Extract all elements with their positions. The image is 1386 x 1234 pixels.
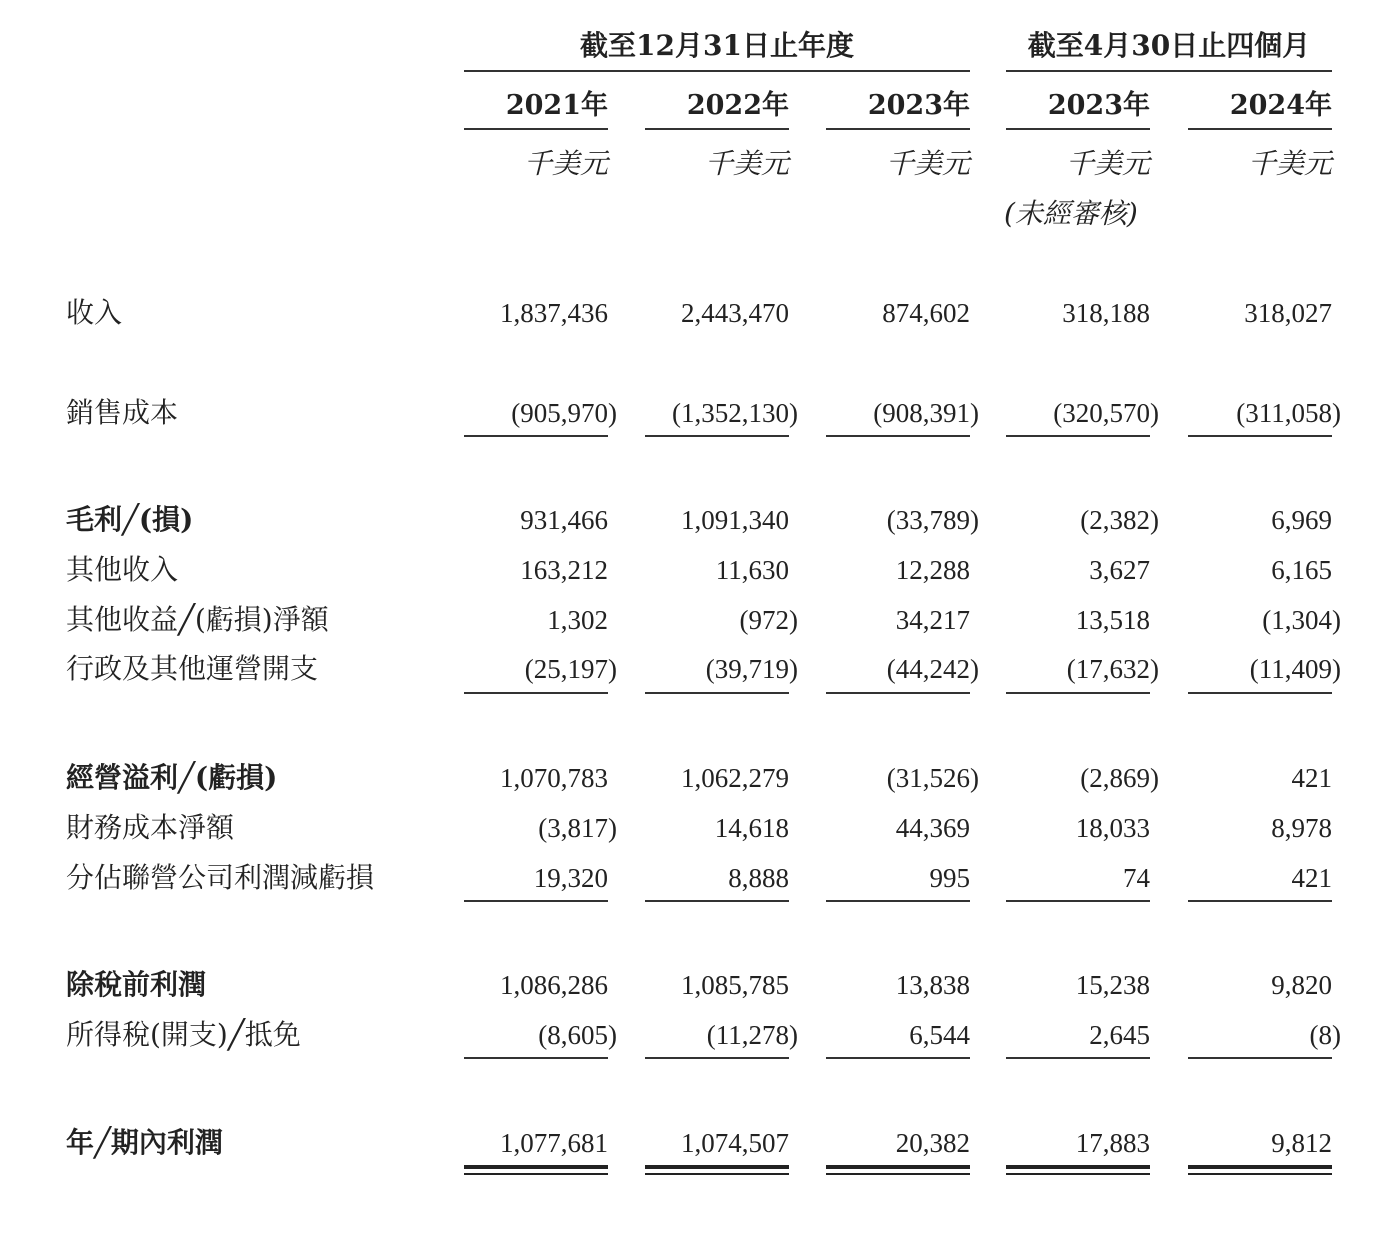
table-cell: 1,837,436	[500, 298, 608, 328]
table-cell: 44,369	[895, 813, 970, 843]
total-double-rule	[826, 1165, 970, 1175]
table-cell: (17,632)	[1066, 654, 1159, 684]
table-cell: 1,085,785	[681, 970, 789, 1000]
column-header-2022: 2022年	[686, 90, 789, 121]
subtotal-rule	[1006, 692, 1150, 694]
table-cell: 1,302	[547, 605, 608, 635]
subtotal-rule	[645, 692, 789, 694]
total-double-rule	[1006, 1165, 1150, 1175]
table-cell: 318,027	[1244, 298, 1332, 328]
row-label-share-of-associates: 分佔聯營公司利潤減虧損	[66, 861, 375, 894]
total-double-rule	[464, 1165, 608, 1175]
total-double-rule	[1188, 1165, 1332, 1175]
table-cell: (1,352,130)	[672, 398, 798, 428]
subtotal-rule	[1006, 1057, 1150, 1059]
table-cell: 421	[1291, 863, 1332, 893]
table-cell: (8)	[1309, 1020, 1341, 1050]
table-cell: (11,278)	[706, 1020, 798, 1050]
column-header-2023: 2023年	[867, 90, 970, 121]
total-double-rule	[645, 1165, 789, 1175]
subtotal-rule	[826, 435, 970, 437]
table-cell: 18,033	[1075, 813, 1150, 843]
table-cell: 995	[929, 863, 970, 893]
subtotal-rule	[1188, 692, 1332, 694]
table-cell: (8,605)	[538, 1020, 617, 1050]
subtotal-rule	[1006, 900, 1150, 902]
subtotal-rule	[464, 692, 608, 694]
table-cell: (2,382)	[1080, 505, 1159, 535]
unit-label: 千美元	[1065, 147, 1150, 180]
table-cell: (44,242)	[886, 654, 979, 684]
column-header-rule	[1006, 128, 1150, 130]
table-cell: (311,058)	[1236, 398, 1341, 428]
table-cell: 1,091,340	[681, 505, 789, 535]
table-cell: 163,212	[520, 555, 608, 585]
group-header-period-rule	[1006, 70, 1332, 72]
column-header-rule	[1188, 128, 1332, 130]
row-label-profit-before-tax: 除稅前利潤	[66, 968, 207, 1001]
row-label-finance-costs-net: 財務成本淨額	[66, 811, 235, 844]
group-header-year: 截至12月31日止年度	[580, 29, 854, 62]
table-cell: 6,165	[1271, 555, 1332, 585]
group-header-year-rule	[464, 70, 970, 72]
table-cell: 20,382	[895, 1128, 970, 1158]
column-header-2023-period: 2023年	[1047, 90, 1150, 121]
table-cell: 8,978	[1271, 813, 1332, 843]
table-cell: 9,820	[1271, 970, 1332, 1000]
unit-label: 千美元	[1247, 147, 1332, 180]
table-cell: 1,070,783	[500, 763, 608, 793]
subtotal-rule	[464, 435, 608, 437]
table-cell: (39,719)	[705, 654, 798, 684]
table-cell: 1,074,507	[681, 1128, 789, 1158]
table-cell: 2,443,470	[681, 298, 789, 328]
table-cell: (33,789)	[886, 505, 979, 535]
subtotal-rule	[826, 1057, 970, 1059]
column-header-rule	[826, 128, 970, 130]
subtotal-rule	[1188, 435, 1332, 437]
group-header-period: 截至4月30日止四個月	[1027, 29, 1311, 62]
table-cell: (25,197)	[524, 654, 617, 684]
table-cell: 8,888	[728, 863, 789, 893]
table-cell: 11,630	[715, 555, 789, 585]
table-cell: 12,288	[895, 555, 970, 585]
table-cell: 6,969	[1271, 505, 1332, 535]
table-cell: 1,086,286	[500, 970, 608, 1000]
table-cell: (2,869)	[1080, 763, 1159, 793]
table-cell: 1,077,681	[500, 1128, 608, 1158]
table-cell: 874,602	[882, 298, 970, 328]
table-cell: (1,304)	[1262, 605, 1341, 635]
subtotal-rule	[645, 1057, 789, 1059]
table-cell: 34,217	[895, 605, 970, 635]
row-label-profit-for-period: 年╱期內利潤	[66, 1126, 223, 1159]
subtotal-rule	[464, 1057, 608, 1059]
table-cell: 6,544	[909, 1020, 970, 1050]
subtotal-rule	[464, 900, 608, 902]
row-label-operating-profit: 經營溢利╱(虧損)	[66, 761, 278, 794]
subtotal-rule	[645, 900, 789, 902]
table-cell: (905,970)	[511, 398, 617, 428]
row-label-income-tax: 所得稅(開支)╱抵免	[66, 1018, 301, 1051]
table-cell: (972)	[739, 605, 798, 635]
row-label-admin-expenses: 行政及其他運營開支	[66, 652, 319, 685]
table-cell: (320,570)	[1053, 398, 1159, 428]
column-header-2024-period: 2024年	[1229, 90, 1332, 121]
table-cell: 13,838	[895, 970, 970, 1000]
subtotal-rule	[1188, 1057, 1332, 1059]
table-cell: 931,466	[520, 505, 608, 535]
table-cell: 74	[1123, 863, 1150, 893]
subtotal-rule	[645, 435, 789, 437]
table-cell: 3,627	[1089, 555, 1150, 585]
table-cell: 2,645	[1089, 1020, 1150, 1050]
subtotal-rule	[826, 900, 970, 902]
table-cell: 14,618	[714, 813, 789, 843]
table-cell: 17,883	[1075, 1128, 1150, 1158]
row-label-gross-profit: 毛利╱(損)	[66, 503, 194, 536]
table-cell: (908,391)	[873, 398, 979, 428]
table-cell: 421	[1291, 763, 1332, 793]
table-cell: 318,188	[1062, 298, 1150, 328]
table-cell: 9,812	[1271, 1128, 1332, 1158]
unit-label: 千美元	[523, 147, 608, 180]
unaudited-note: (未經審核)	[1004, 197, 1138, 230]
subtotal-rule	[1006, 435, 1150, 437]
unit-label: 千美元	[885, 147, 970, 180]
subtotal-rule	[1188, 900, 1332, 902]
table-cell: 19,320	[533, 863, 608, 893]
row-label-other-gains-net: 其他收益╱(虧損)淨額	[66, 603, 329, 636]
table-cell: (3,817)	[538, 813, 617, 843]
column-header-2021: 2021年	[505, 90, 608, 121]
row-label-revenue: 收入	[66, 296, 123, 329]
unit-label: 千美元	[704, 147, 789, 180]
subtotal-rule	[826, 692, 970, 694]
table-cell: 13,518	[1075, 605, 1150, 635]
table-cell: (31,526)	[886, 763, 979, 793]
column-header-rule	[464, 128, 608, 130]
column-header-rule	[645, 128, 789, 130]
table-cell: (11,409)	[1249, 654, 1341, 684]
table-cell: 1,062,279	[681, 763, 789, 793]
row-label-cost-of-sales: 銷售成本	[66, 396, 179, 429]
table-cell: 15,238	[1075, 970, 1150, 1000]
row-label-other-income: 其他收入	[66, 553, 179, 586]
